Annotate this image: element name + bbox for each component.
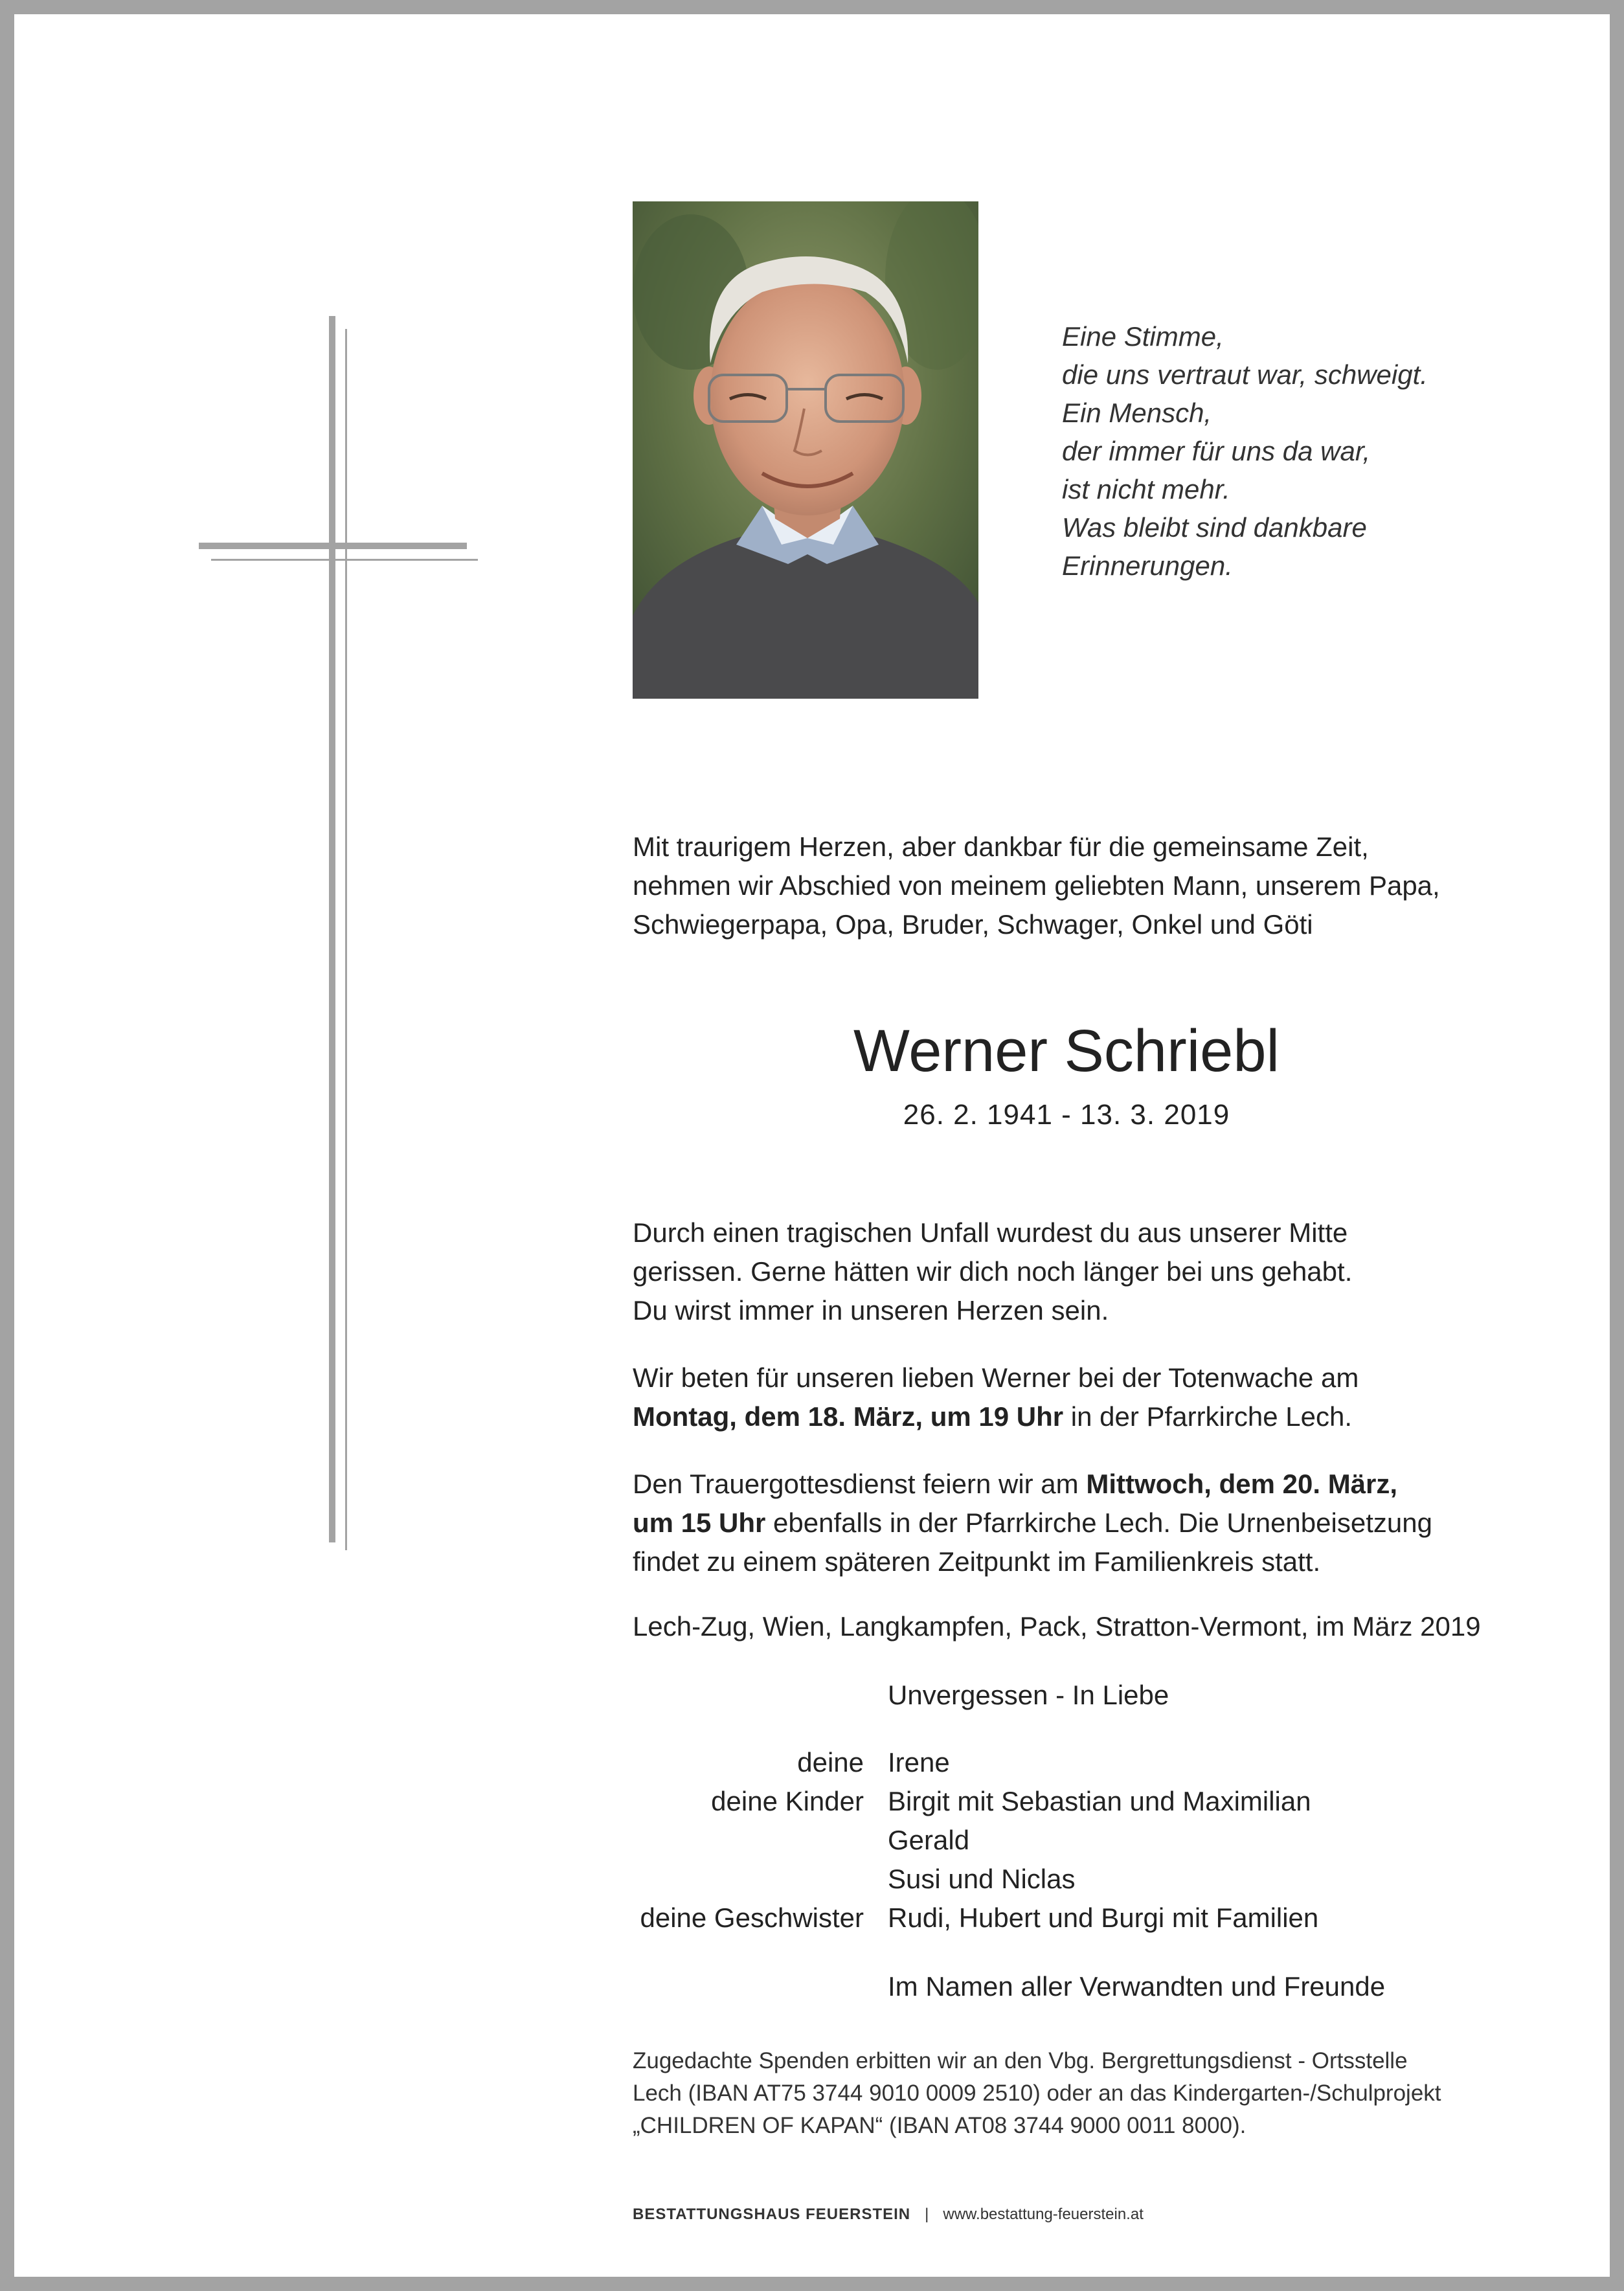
paragraph-line: Wir beten für unseren lieben Werner bei der Totenwache am — [633, 1362, 1359, 1393]
family-value: Birgit mit Sebastian und Maximilian — [888, 1786, 1311, 1816]
intro-paragraph — [633, 828, 1500, 944]
on-behalf-line: Im Namen aller Verwandten und Freunde — [888, 1971, 1386, 2002]
deceased-name: Werner Schriebl — [853, 1018, 1280, 1084]
paragraph-wake — [633, 1359, 1500, 1436]
life-dates: 26. 2. 1941 - 13. 3. 2019 — [903, 1099, 1230, 1131]
cross-horizontal-line — [211, 559, 478, 561]
footer — [633, 2204, 1144, 2226]
family-row — [633, 1782, 1500, 1821]
family-row — [633, 1860, 1500, 1899]
unvergessen-line: Unvergessen - In Liebe — [888, 1680, 1169, 1710]
intro-line: nehmen wir Abschied von meinem geliebten Mann, unserem Papa, — [633, 870, 1440, 901]
poem-line: Eine Stimme, — [1062, 321, 1224, 352]
paragraph-line — [633, 1504, 1500, 1542]
footer-separator: | — [925, 2206, 929, 2223]
poem-line: der immer für uns da war, — [1062, 436, 1371, 466]
poem-line: die uns vertraut war, schweigt. — [1062, 359, 1428, 390]
service-intro: Den Trauergottesdienst feiern wir am — [633, 1469, 1087, 1499]
wake-location: in der Pfarrkirche Lech. — [1063, 1401, 1353, 1432]
family-row — [633, 1899, 1500, 1937]
places-date: Lech-Zug, Wien, Langkampfen, Pack, Stratton-Vermont, im März 2019 — [633, 1611, 1481, 1642]
funeral-home-url[interactable]: www.bestattung-feuerstein.at — [943, 2206, 1144, 2223]
service-location: ebenfalls in der Pfarrkirche Lech. Die Urnenbeisetzung — [765, 1507, 1432, 1538]
portrait-photo — [633, 201, 978, 699]
funeral-home-name: BESTATTUNGSHAUS FEUERSTEIN — [633, 2206, 911, 2223]
poem-line: ist nicht mehr. — [1062, 474, 1230, 504]
cross-vertical-bar — [329, 316, 335, 1542]
family-value: Rudi, Hubert und Burgi mit Familien — [888, 1902, 1319, 1933]
donation-note — [633, 2045, 1441, 2142]
intro-line: Schwiegerpapa, Opa, Bruder, Schwager, Onkel und Göti — [633, 909, 1313, 940]
service-time: um 15 Uhr — [633, 1507, 766, 1538]
paragraph-line — [633, 1465, 1500, 1504]
paragraph-service — [633, 1465, 1500, 1581]
family-row — [633, 1821, 1500, 1860]
cross-horizontal-bar — [199, 543, 467, 549]
poem — [1062, 317, 1489, 585]
intro-line: Mit traurigem Herzen, aber dankbar für die gemeinsame Zeit, — [633, 831, 1369, 862]
family-value: Gerald — [888, 1825, 970, 1855]
family-value: Susi und Niclas — [888, 1864, 1076, 1894]
family-list — [633, 1743, 1500, 1937]
donation-line: „CHILDREN OF KAPAN“ (IBAN AT08 3744 9000 0011 8000). — [633, 2113, 1246, 2138]
donation-line: Lech (IBAN AT75 3744 9010 0009 2510) oder an das Kindergarten-/Schulprojekt — [633, 2081, 1441, 2106]
paragraph-line: gerissen. Gerne hätten wir dich noch länger bei uns gehabt. — [633, 1256, 1353, 1287]
cross-vertical-line — [345, 329, 347, 1550]
paragraph-line: findet zu einem späteren Zeitpunkt im Familienkreis statt. — [633, 1546, 1321, 1577]
family-label — [633, 1860, 864, 1899]
family-label: deine Geschwister — [640, 1902, 864, 1933]
paragraph-accident — [633, 1213, 1500, 1330]
paragraph-line — [633, 1397, 1500, 1436]
paragraph-line: Durch einen tragischen Unfall wurdest du aus unserer Mitte — [633, 1217, 1348, 1248]
paragraph-line: Du wirst immer in unseren Herzen sein. — [633, 1295, 1109, 1326]
poem-line: Erinnerungen. — [1062, 550, 1233, 581]
poem-line: Ein Mensch, — [1062, 398, 1212, 428]
family-label: deine Kinder — [711, 1786, 864, 1816]
poem-line: Was bleibt sind dankbare — [1062, 512, 1367, 543]
family-row — [633, 1743, 1500, 1782]
family-value: Irene — [888, 1747, 950, 1778]
family-label — [633, 1821, 864, 1860]
family-label: deine — [797, 1747, 864, 1778]
wake-date: Montag, dem 18. März, um 19 Uhr — [633, 1401, 1064, 1432]
donation-line: Zugedachte Spenden erbitten wir an den Vbg. Bergrettungsdienst - Ortsstelle — [633, 2048, 1408, 2073]
service-date: Mittwoch, dem 20. März, — [1086, 1469, 1398, 1499]
